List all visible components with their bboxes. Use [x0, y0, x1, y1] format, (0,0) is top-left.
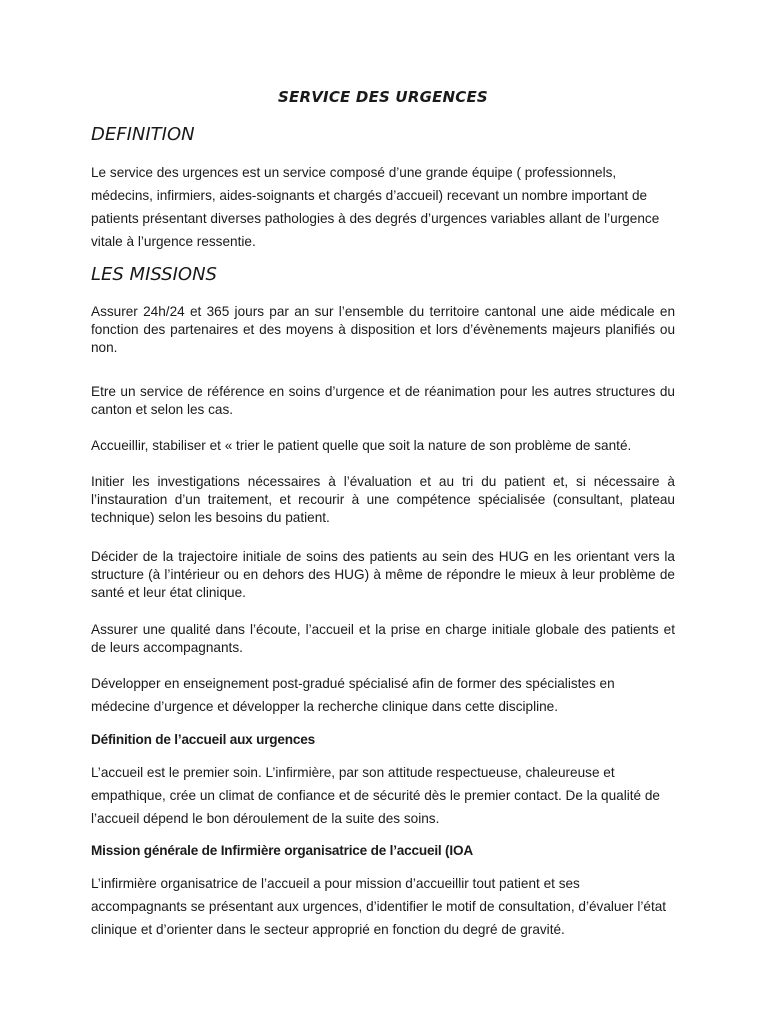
mission-paragraph-7: Développer en enseignement post-gradué spécialisé afin de former des spécialistes en médecine d’urgence et développer la recherche clinique dans cette discipline.	[91, 676, 615, 714]
ioa-paragraph: L’infirmière organisatrice de l’accueil a pour mission d’accueillir tout patient et ses accompagnants se présentant aux urgences, d’identifier le motif de consultation, d’évaluer l’état clinique et d’orienter dans le secteur approprié en fonction du degré de gravité.	[91, 876, 667, 937]
document-title: SERVICE DES URGENCES	[278, 88, 488, 106]
mission-paragraph-3: Accueillir, stabiliser et « trier le patient quelle que soit la nature de son problème de santé.	[91, 438, 632, 453]
accueil-paragraph: L’accueil est le premier soin. L’infirmière, par son attitude respectueuse, chaleureuse et empathique, crée un climat de confiance et de sécurité dès le premier contact. De la qualité de l’accueil dépend le bon déroulement de la suite des soins.	[91, 765, 660, 826]
mission-paragraph-1: Assurer 24h/24 et 365 jours par an sur l’ensemble du territoire cantonal une aide médicale en fonction des partenaires et des moyens à disposition et lors d’évènements majeurs planifiés ou non.	[91, 304, 675, 355]
definition-heading: DEFINITION	[91, 124, 195, 145]
mission-paragraph-2: Etre un service de référence en soins d’urgence et de réanimation pour les autres structures du canton et selon les cas.	[91, 384, 675, 417]
mission-paragraph-4: Initier les investigations nécessaires à l’évaluation et au tri du patient et, si nécessaire à l’instauration d’un traitement, et recourir à une compétence spécialisée (consultant, plateau technique) selon les besoins du patient.	[91, 474, 675, 525]
mission-paragraph-6: Assurer une qualité dans l’écoute, l’accueil et la prise en charge initiale globale des patients et de leurs accompagnants.	[91, 622, 675, 655]
accueil-heading: Définition de l’accueil aux urgences	[91, 732, 315, 747]
mission-paragraph-5: Décider de la trajectoire initiale de soins des patients au sein des HUG en les orientant vers la structure (à l’intérieur ou en dehors des HUG) à même de répondre le mieux à leur problème de santé et leur état clinique.	[91, 549, 675, 600]
ioa-heading: Mission générale de Infirmière organisatrice de l’accueil (IOA	[91, 843, 473, 858]
missions-heading: LES MISSIONS	[91, 264, 217, 285]
definition-paragraph: Le service des urgences est un service composé d’une grande équipe ( professionnels, médecins, infirmiers, aides-soignants et chargés d’accueil) recevant un nombre important de patients présentant diverses pathologies à des degrés d’urgences variables allant de l’urgence vitale à l’urgence ressentie.	[91, 165, 660, 249]
